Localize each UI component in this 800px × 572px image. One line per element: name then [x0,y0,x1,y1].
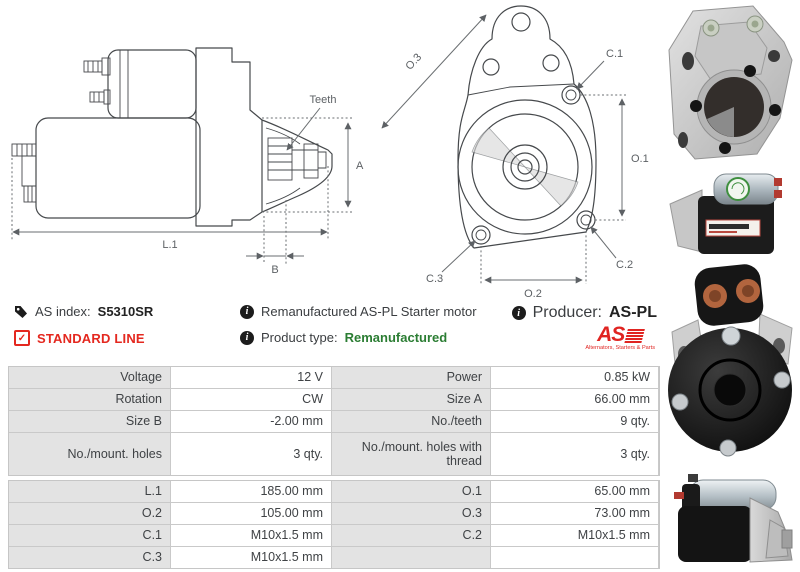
dim-label-l1: L.1 [162,239,178,251]
spec-value-cell: M10x1.5 mm [491,525,658,546]
technical-drawing-side-view [0,0,365,300]
spec-value-cell: 9 qty. [491,411,658,432]
spec-label-cell: O.1 [332,481,490,502]
spec-value-cell: 66.00 mm [491,389,658,410]
as-pl-logo-tagline: Alternators, Starters & Parts [585,345,655,351]
table-row [9,411,659,432]
photo-side-view-solenoid[interactable] [662,168,798,260]
product-type-label: Product type: [261,330,338,345]
dim-label-o1: O.1 [631,153,649,165]
spec-label-cell [332,547,490,568]
check-icon: ✓ [14,330,30,346]
spec-value-cell: M10x1.5 mm [171,547,331,568]
spec-label-cell: Rotation [9,389,170,410]
dim-label-c3: C.3 [426,273,444,285]
dim-label-b: B [271,264,279,276]
spec-value-cell: 73.00 mm [491,503,658,524]
as-pl-logo [585,323,655,351]
spec-label-cell: L.1 [9,481,170,502]
product-type-value: Remanufactured [344,330,448,345]
producer-line [512,304,657,322]
product-id-block [14,304,153,346]
spec-table-group [8,366,660,476]
dim-label-c1: C.1 [606,48,624,60]
photo-rear-view[interactable] [662,262,798,464]
spec-label-cell: Power [332,367,490,388]
standard-line-badge [14,330,153,346]
spec-label-cell: O.2 [9,503,170,524]
spec-value-cell: M10x1.5 mm [171,525,331,546]
table-row [9,433,659,475]
spec-label-cell: C.1 [9,525,170,546]
spec-table-group [8,480,660,569]
dim-label-o2: O.2 [524,288,542,300]
producer-value: AS-PL [609,304,657,321]
info-icon: i [240,305,254,319]
technical-drawing-front-view [358,0,663,300]
spec-value-cell: 105.00 mm [171,503,331,524]
spec-value-cell: 65.00 mm [491,481,658,502]
producer-block [512,304,657,351]
spec-label-cell: Voltage [9,367,170,388]
spec-value-cell: 0.85 kW [491,367,658,388]
spec-label-cell: No./mount. holes [9,433,170,475]
spec-value-cell: 185.00 mm [171,481,331,502]
table-row [9,389,659,410]
spec-label-cell: O.3 [332,503,490,524]
spec-label-cell: C.2 [332,525,490,546]
as-index-label: AS index: [35,304,91,319]
photo-front-bracket-view[interactable] [663,4,797,166]
as-pl-logo-text: AS [597,323,625,346]
spec-label-cell: C.3 [9,547,170,568]
info-icon: i [512,306,526,320]
tag-icon [14,305,28,319]
description-line [240,304,477,319]
table-row [9,525,659,546]
table-row [9,367,659,388]
as-index-value: S5310SR [97,304,154,319]
spec-table [8,366,660,569]
spec-value-cell: 3 qty. [171,433,331,475]
description-text: Remanufactured AS-PL Starter motor [261,304,477,319]
spec-value-cell: 12 V [171,367,331,388]
standard-line-label: STANDARD LINE [37,330,145,346]
spec-label-cell: Size B [9,411,170,432]
spec-value-cell: CW [171,389,331,410]
spec-label-cell: Size A [332,389,490,410]
product-type-line [240,330,477,345]
info-icon: i [240,331,254,345]
dim-label-o3: O.3 [403,51,425,73]
product-photos-column [660,0,800,572]
spec-value-cell [491,547,658,568]
spec-label-cell: No./mount. holes with thread [332,433,490,475]
table-row [9,547,659,568]
spec-value-cell: -2.00 mm [171,411,331,432]
dim-label-c2: C.2 [616,259,634,271]
spec-value-cell: 3 qty. [491,433,658,475]
as-index-line [14,304,153,319]
table-row [9,481,659,502]
spec-label-cell: No./teeth [332,411,490,432]
photo-drive-end-side-view[interactable] [662,468,798,568]
as-pl-logo-stripes-icon [624,329,645,344]
dim-label-teeth: Teeth [309,94,337,106]
dim-label-a: A [356,160,364,172]
table-row [9,503,659,524]
producer-label: Producer: [532,304,602,321]
product-description-block [240,304,477,345]
